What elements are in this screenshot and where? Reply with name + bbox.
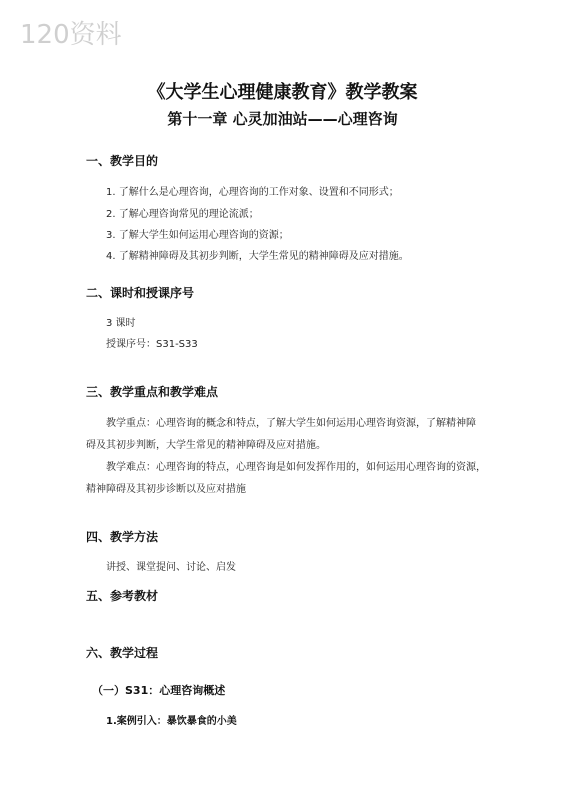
lesson-sequence: 授课序号：S31-S33: [106, 339, 198, 350]
class-hours: 3 课时: [106, 318, 136, 329]
section-heading-methods: 四、教学方法: [86, 530, 159, 544]
key-points-line-2: 碍及其初步判断，大学生常见的精神障碍及应对措施。: [86, 440, 326, 451]
goal-item-4: 4. 了解精神障碍及其初步判断，大学生常见的精神障碍及应对措施。: [106, 251, 409, 262]
goal-item-1: 1. 了解什么是心理咨询，心理咨询的工作对象、设置和不同形式；: [106, 187, 399, 198]
difficult-points-line-1: 教学难点：心理咨询的特点，心理咨询是如何发挥作用的，如何运用心理咨询的资源，: [106, 462, 486, 473]
key-points-line-1: 教学重点：心理咨询的概念和特点，了解大学生如何运用心理咨询资源，了解精神障: [106, 418, 476, 429]
teaching-methods: 讲授、课堂提问、讨论、启发: [106, 562, 236, 573]
section-heading-key-points: 三、教学重点和教学难点: [86, 385, 219, 399]
section-heading-teaching-goals: 一、教学目的: [86, 154, 159, 168]
chapter-title: 第十一章 心灵加油站——心理咨询: [167, 110, 398, 128]
goal-item-3: 3. 了解大学生如何运用心理咨询的资源；: [106, 230, 289, 241]
case-intro: 1.案例引入：暴饮暴食的小美: [106, 716, 237, 727]
section-heading-hours: 二、课时和授课序号: [86, 286, 195, 300]
document-title: 《大学生心理健康教育》教学教案: [147, 82, 418, 103]
section-heading-process: 六、教学过程: [86, 646, 159, 660]
difficult-points-line-2: 精神障碍及其初步诊断以及应对措施: [86, 484, 246, 495]
section-heading-references: 五、参考教材: [86, 589, 159, 603]
watermark: 120资料: [20, 20, 122, 50]
subsection-s31: （一）S31：心理咨询概述: [92, 684, 226, 697]
goal-item-2: 2. 了解心理咨询常见的理论流派；: [106, 209, 259, 220]
